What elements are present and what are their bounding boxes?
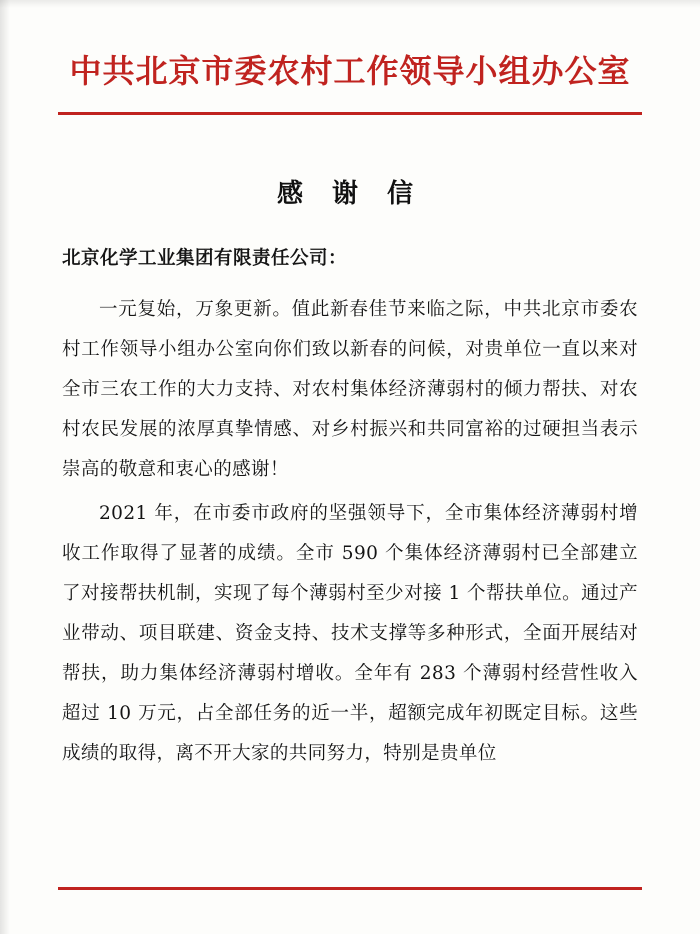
letterhead-organization: 中共北京市委农村工作领导小组办公室 <box>69 52 631 90</box>
letterhead <box>0 0 700 90</box>
footer-divider-rule <box>58 887 642 890</box>
document-title: 感 谢 信 <box>276 179 424 210</box>
body-paragraph-2: 2021 年，在市委市政府的坚强领导下，全市集体经济薄弱村增收工作取得了显著的成绩。全市 590 个集体经济薄弱村已全部建立了对接帮扶机制，实现了每个薄弱村至少对接 1 个帮扶单位。通过产业带动、项目联建、资金支持、技术支撑等多种形式，全面开展结对帮扶，助力集体经济薄弱村增收。全年有 283 个薄弱村经营性收入超过 10 万元，占全部任务的近一半，超额完成年初既定目标。这些成绩的取得，离不开大家的共同努力，特别是贵单位 <box>62 503 638 765</box>
page-edge-shading-left <box>0 0 10 934</box>
salutation: 北京化学工业集团有限责任公司： <box>62 248 348 270</box>
document-body <box>62 244 638 774</box>
letterhead-divider-rule <box>58 112 642 115</box>
body-paragraph-1: 一元复始，万象更新。值此新春佳节来临之际，中共北京市委农村工作领导小组办公室向你们致以新春的问候，对贵单位一直以来对全市三农工作的大力支持、对农村集体经济薄弱村的倾力帮扶、对农村农民发展的浓厚真挚情感、对乡村振兴和共同富裕的过硬担当表示崇高的敬意和衷心的感谢！ <box>62 299 638 481</box>
